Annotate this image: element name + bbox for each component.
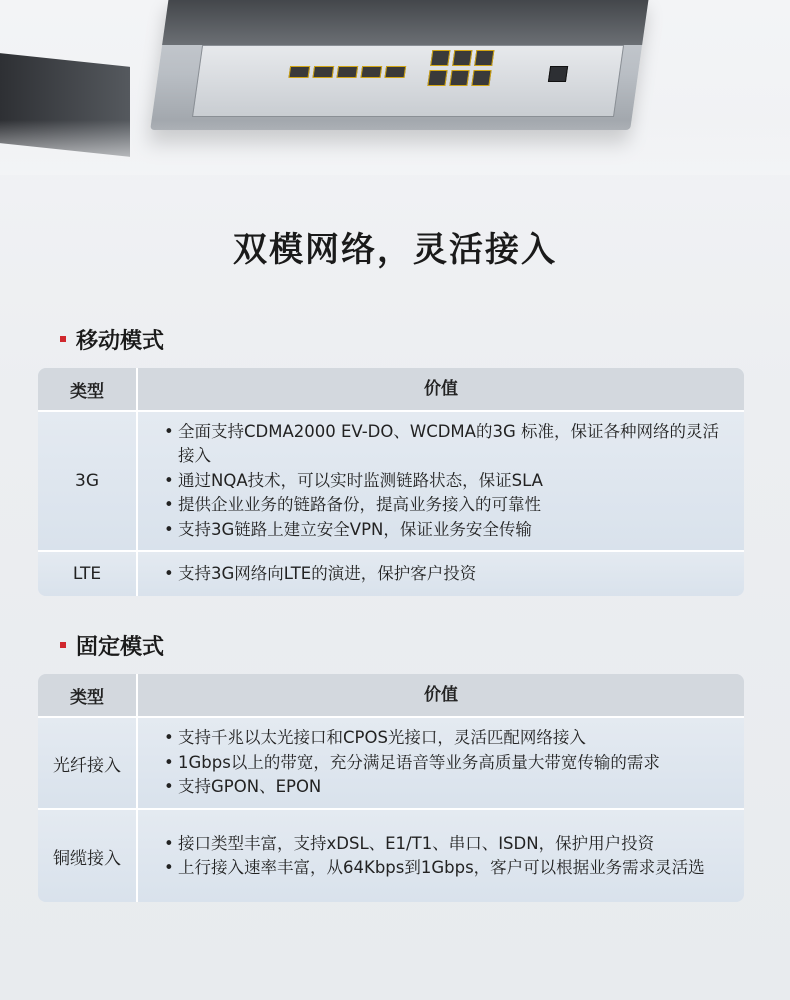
sfp-port-group	[288, 66, 406, 78]
header-value: 价值	[424, 684, 458, 705]
ethernet-port	[471, 70, 491, 86]
table-header-row	[38, 674, 744, 716]
chassis-front-panel	[192, 45, 624, 117]
page-title: 双模网络，灵活接入	[233, 230, 557, 270]
list-item: • 全面支持CDMA2000 EV-DO、WCDMA的3G 标准，保证各种网络的灵活接入	[164, 421, 719, 466]
ethernet-port	[430, 50, 450, 66]
row-type: 铜缆接入	[38, 810, 138, 902]
table-row-lte	[38, 550, 744, 596]
chassis-top	[162, 0, 650, 45]
row-type: 3G	[38, 412, 138, 550]
ethernet-port	[427, 70, 447, 86]
sfp-port	[288, 66, 310, 78]
list-item: • 支持千兆以太光接口和CPOS光接口，灵活匹配网络接入	[164, 728, 586, 748]
ethernet-port	[449, 70, 469, 86]
sfp-port	[336, 66, 358, 78]
list-item: • 通过NQA技术，可以实时监测链路状态，保证SLA	[164, 470, 543, 490]
list-item: • 支持3G链路上建立安全VPN，保证业务安全传输	[164, 519, 532, 539]
section-heading-fixed: 固定模式	[60, 630, 164, 661]
ethernet-port	[452, 50, 472, 66]
sfp-port	[360, 66, 382, 78]
ethernet-port-group	[427, 50, 512, 86]
table-row-fiber	[38, 716, 744, 808]
router-chassis	[150, 0, 650, 130]
ethernet-port	[474, 50, 494, 66]
table-header-row	[38, 368, 744, 410]
mobile-mode-table	[38, 368, 744, 596]
header-type: 类型	[38, 368, 138, 410]
list-item: • 上行接入速率丰富，从64Kbps到1Gbps，客户可以根据业务需求灵活选	[164, 858, 705, 877]
list-item: • 1Gbps以上的带宽，充分满足语音等业务高质量大带宽传输的需求	[164, 752, 660, 772]
row-value	[138, 718, 744, 808]
red-square-bullet-icon	[60, 642, 66, 648]
list-item: • 支持3G网络向LTE的演进，保护客户投资	[164, 563, 477, 583]
section-heading-mobile: 移动模式	[60, 324, 164, 355]
image-fade	[0, 120, 790, 175]
red-square-bullet-icon	[60, 336, 66, 342]
router-product-image	[0, 0, 790, 175]
row-value	[138, 552, 744, 596]
list-item: • 接口类型丰富，支持xDSL、E1/T1、串口、ISDN，保护用户投资	[164, 833, 655, 853]
table-row-copper	[38, 808, 744, 902]
list-item: • 支持GPON、EPON	[164, 777, 322, 797]
list-item: • 提供企业业务的链路备份，提高业务接入的可靠性	[164, 495, 541, 515]
sfp-port	[312, 66, 334, 78]
row-type: 光纤接入	[38, 718, 138, 808]
row-value	[138, 412, 744, 550]
row-value	[138, 810, 744, 902]
table-row-3g	[38, 410, 744, 550]
header-value: 价值	[424, 378, 458, 399]
header-type: 类型	[38, 674, 138, 716]
fixed-mode-table	[38, 674, 744, 902]
console-port	[548, 66, 568, 82]
row-type: LTE	[38, 552, 138, 596]
sfp-port	[384, 66, 406, 78]
console-port-group	[548, 66, 568, 82]
